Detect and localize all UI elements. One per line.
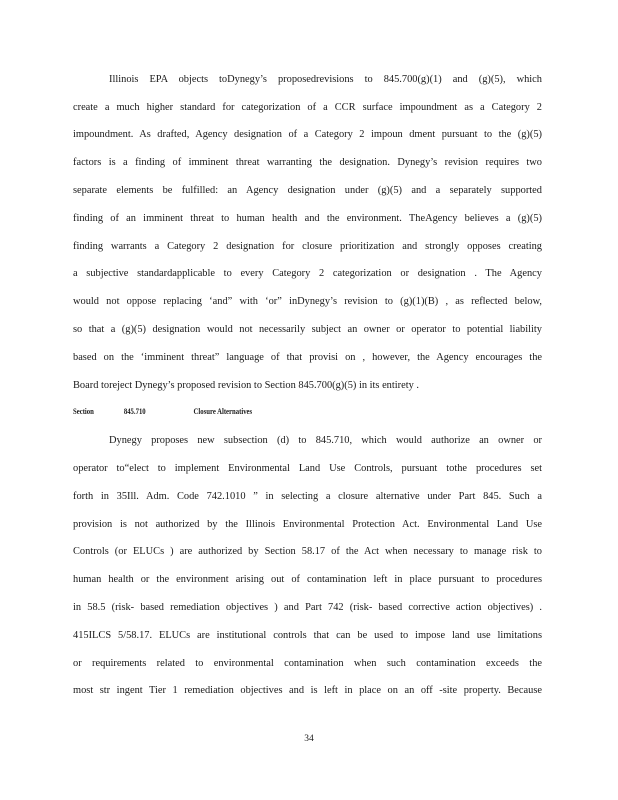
section-label: Section xyxy=(73,407,94,416)
paragraph-2-line-10: most str ingent Tier 1 remediation objectives and is left in place on an off -site property. Because xyxy=(73,685,542,696)
section-number: 845.710 xyxy=(123,407,146,416)
paragraph-2-line-1: Dynegy proposes new subsection (d) to 845.710, which would authorize an owner or xyxy=(109,435,542,446)
paragraph-1-line-2: create a much higher standard for categorization of a CCR surface impoundment as a Category 2 xyxy=(73,102,542,113)
paragraph-1-line-9: would not oppose replacing ‘and” with ‘or” inDynegy’s revision to (g)(1)(B) , as reflected below, xyxy=(73,296,542,307)
paragraph-1-line-12: Board toreject Dynegy’s proposed revision to Section 845.700(g)(5) in its entirety . xyxy=(73,380,419,391)
paragraph-2-line-5: Controls (or ELUCs ) are authorized by Section 58.17 of the Act when necessary to manage risk to xyxy=(73,546,542,557)
paragraph-2-line-4: provision is not authorized by the Illinois Environmental Protection Act. Environmental Land Use xyxy=(73,519,542,530)
section-heading xyxy=(73,406,252,418)
page-number: 34 xyxy=(304,734,314,744)
paragraph-2-line-6: human health or the environment arising out of contamination left in place pursuant to procedures xyxy=(73,574,542,585)
paragraph-2-line-2: operator to“elect to implement Environmental Land Use Controls, pursuant tothe procedures set xyxy=(73,463,542,474)
section-title: Closure Alternatives xyxy=(193,407,253,416)
paragraph-1-line-4: factors is a finding of imminent threat warranting the designation. Dynegy’s revision requires two xyxy=(73,157,542,168)
paragraph-1-line-1: Illinois EPA objects toDynegy’s proposedrevisions to 845.700(g)(1) and (g)(5), which xyxy=(109,74,542,85)
paragraph-1-line-5: separate elements be fulfilled: an Agency designation under (g)(5) and a separately supported xyxy=(73,185,542,196)
paragraph-1-line-11: based on the ‘imminent threat” language of that provisi on , however, the Agency encourages the xyxy=(73,352,542,363)
paragraph-1-line-7: finding warrants a Category 2 designation for closure prioritization and strongly opposes creating xyxy=(73,241,542,252)
paragraph-2-line-3: forth in 35Ill. Adm. Code 742.1010 ” in selecting a closure alternative under Part 845. Such a xyxy=(73,491,542,502)
paragraph-1-line-6: finding of an imminent threat to human health and the environment. TheAgency believes a (g)(5) xyxy=(73,213,542,224)
paragraph-2-line-9: or requirements related to environmental contamination when such contamination exceeds the xyxy=(73,658,542,669)
paragraph-2-line-7: in 58.5 (risk- based remediation objectives ) and Part 742 (risk- based corrective action objectives) . xyxy=(73,602,542,613)
paragraph-2-line-8: 415ILCS 5/58.17. ELUCs are institutional controls that can be used to impose land use limitations xyxy=(73,630,542,641)
paragraph-1-line-10: so that a (g)(5) designation would not necessarily subject an owner or operator to potential liability xyxy=(73,324,542,335)
paragraph-1-line-3: impoundment. As drafted, Agency designation of a Category 2 impoun dment pursuant to the (g)(5) xyxy=(73,129,542,140)
paragraph-1-line-8: a subjective standardapplicable to every Category 2 categorization or designation . The Agency xyxy=(73,268,542,279)
